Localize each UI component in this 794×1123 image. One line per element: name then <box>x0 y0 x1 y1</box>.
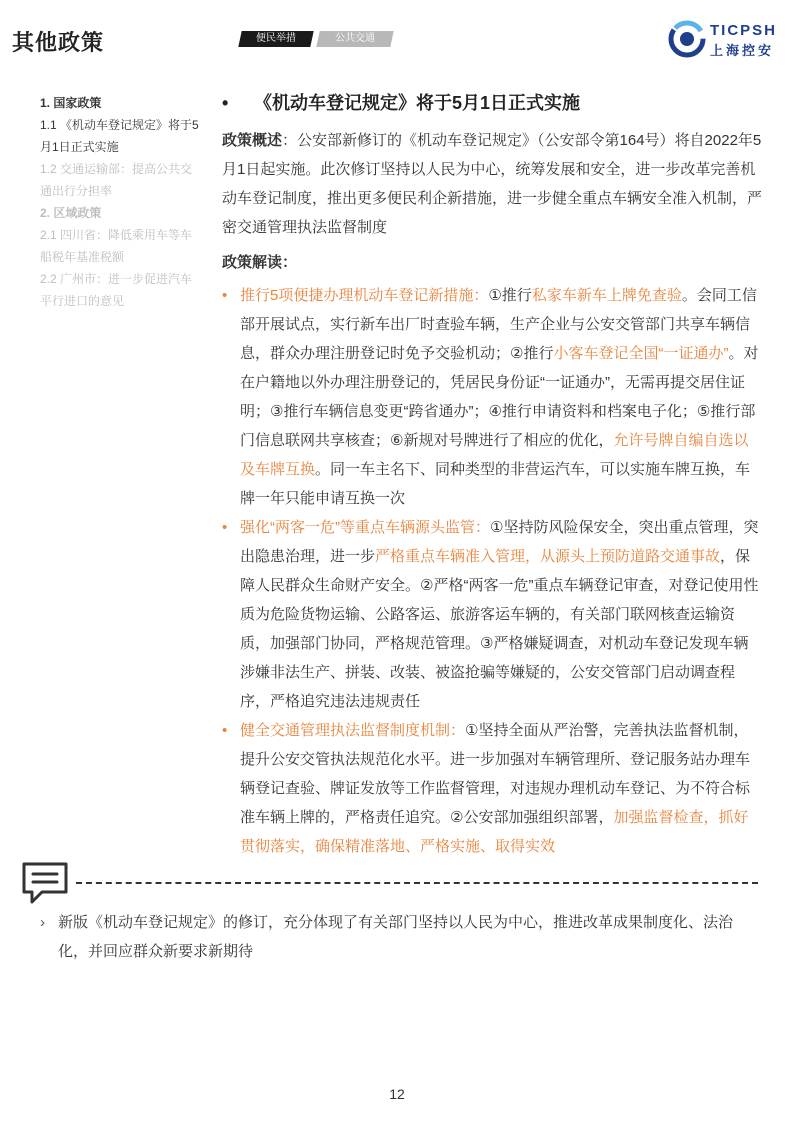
body-text: 。会同工信部开展试点，实行新车出厂时查验车辆，生产企业与公安交管部门共享车辆信息，群众办理注册登记时免予交验机动；②推行 <box>240 287 757 362</box>
toc-item-vehicle-registration[interactable]: 1.1 《机动车登记规定》将于5月1日正式实施 <box>40 118 199 154</box>
body-text: ①坚持全面从严治警，完善执法监督机制，提升公安交管执法规范化水平。进一步加强对车辆管理所、登记服务站办理车辆登记查验、牌证发放等工作监督管理，对违规办理机动车登记、为不符合标准车辆上牌的，严格责任追究。②公安部加强组织部署， <box>240 722 751 826</box>
overview-paragraph <box>222 126 762 242</box>
interpretation-label: 政策解读： <box>222 254 298 271</box>
company-logo <box>668 20 788 60</box>
body-text: ①坚持防风险保安全，突出重点管理，突出隐患治理，进一步 <box>240 519 759 565</box>
sidebar-toc <box>40 92 200 312</box>
section-heading <box>222 88 762 118</box>
body-text: ，保障人民群众生命财产安全。②严格“两客一危”重点车辆登记审查，对登记使用性质为危险货物运输、公路客运、旅游客运车辆的，有关部门联网核查运输资质，加强部门协同，严格规范管理。③严格嫌疑调查，对机动车登记发现车辆涉嫌非法生产、拼装、改装、被盗抢骗等嫌疑的，公安交管部门启动调查程序，严格追究违法违规责任 <box>240 548 759 710</box>
dashed-divider <box>76 882 758 884</box>
bullet-dot: • <box>222 722 228 739</box>
section-title: 《机动车登记规定》将于5月1日正式实施 <box>254 93 581 113</box>
highlighted-text: 健全交通管理执法监督制度机制： <box>240 722 466 739</box>
highlighted-text: 加强监督检查，抓好贯彻落实，确保精准落地、严格实施、取得实效 <box>240 809 749 855</box>
body-text: 。对在户籍地以外办理注册登记的，凭居民身份证“一证通办”，无需再提交居住证明；③推行车辆信息变更“跨省通办”；④推行申请资料和档案电子化；⑤推行部门信息联网共享核查；⑥新规对号牌进行了相应的优化， <box>240 345 759 449</box>
bullet-dot: • <box>222 287 228 304</box>
body-text: 。同一车主名下、同种类型的非营运汽车，可以实施车牌互换，车牌一年只能申请互换一次 <box>240 461 751 507</box>
overview-label: 政策概述 <box>222 132 283 149</box>
bullet-dot: • <box>222 519 228 536</box>
logo-text-en: TICPSH <box>710 22 778 39</box>
logo-text-cn: 上海控安 <box>710 43 775 58</box>
tag-convenience <box>238 31 313 47</box>
interpretation-point <box>222 281 762 513</box>
main-content <box>222 88 762 861</box>
toc-item-guangzhou[interactable]: 2.2 广州市：进一步促进汽车平行进口的意见 <box>40 272 193 308</box>
logo-icon <box>668 20 706 58</box>
tag-public-transport-label: 公共交通 <box>335 33 375 44</box>
toc-item-transport-ministry[interactable]: 1.2 交通运输部：提高公共交通出行分担率 <box>40 162 193 198</box>
page-title: 其他政策 <box>12 30 105 55</box>
tag-public-transport <box>316 31 393 47</box>
interpretation-point <box>222 513 762 716</box>
chevron-right-icon: › <box>40 914 45 931</box>
summary-text: 新版《机动车登记规定》的修订，充分体现了有关部门坚持以人民为中心，推进改革成果制度化、法治化，并回应群众新要求新期待 <box>58 914 734 960</box>
highlighted-text: 私家车新车上牌免查验 <box>531 287 682 304</box>
page-number: 12 <box>389 1086 405 1102</box>
overview-text: ：公安部新修订的《机动车登记规定》（公安部令第164号）将自2022年5月1日起实施。此次修订坚持以人民为中心，统筹发展和安全，进一步改革完善机动车登记制度，推出更多便民利企新措施，进一步健全重点车辆安全准入机制，严密交通管理执法监督制度 <box>222 132 763 236</box>
tag-convenience-label: 便民举措 <box>256 33 296 44</box>
toc-item-regional[interactable]: 2. 区域政策 <box>40 206 102 220</box>
comment-icon <box>20 860 70 906</box>
highlighted-text: 严格重点车辆准入管理，从源头上预防道路交通事故 <box>375 548 721 565</box>
highlighted-text: 小客车登记全国“一证通办” <box>553 345 729 362</box>
summary-note <box>40 908 760 966</box>
toc-item-national[interactable]: 1. 国家政策 <box>40 96 102 110</box>
highlighted-text: 强化“两客一危”等重点车辆源头监管： <box>240 519 490 536</box>
toc-item-sichuan[interactable]: 2.1 四川省：降低乘用车等车船税年基准税额 <box>40 228 193 264</box>
highlighted-text: 推行5项便捷办理机动车登记新措施： <box>240 287 489 304</box>
interpretation-list <box>222 281 762 861</box>
body-text: ①推行 <box>488 287 532 304</box>
interpretation-point <box>222 716 762 861</box>
highlighted-text: 允许号牌自编自选以及车牌互换 <box>240 432 749 478</box>
heading-bullet: • <box>222 93 229 113</box>
